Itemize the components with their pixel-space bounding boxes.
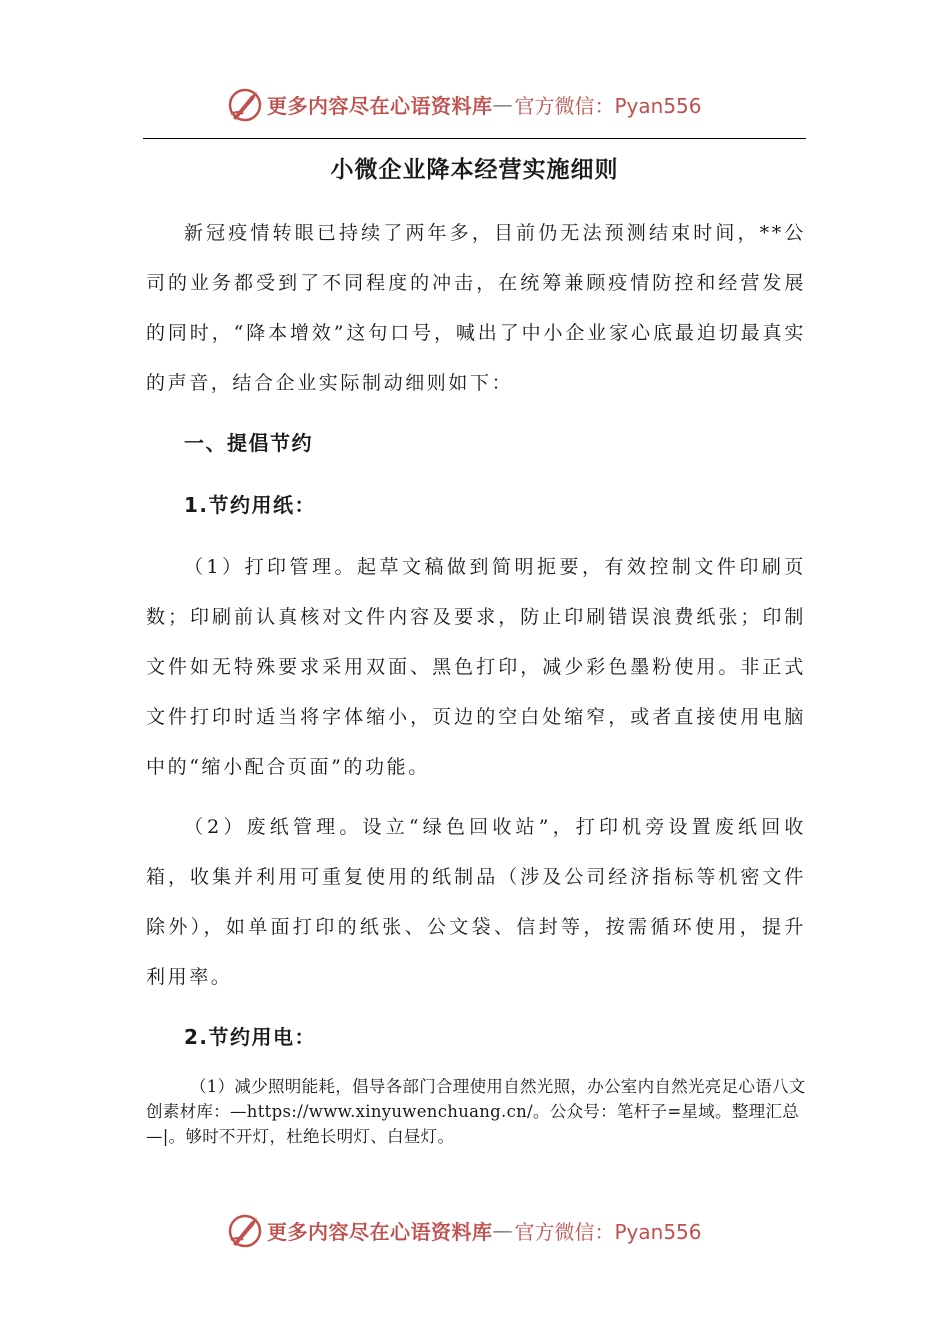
document-title: 小微企业降本经营实施细则 [330,157,619,183]
header-banner [225,82,702,126]
subsection-heading-paper: 1.节约用纸： [184,493,317,517]
subsection-heading-electricity: 2.节约用电： [184,1025,317,1049]
footer-banner [225,1208,702,1252]
footer-separator: — [492,1218,513,1242]
header-divider [143,138,806,139]
banner-separator: — [492,92,513,116]
banner-main-text: 更多内容尽在心语资料库 [267,93,493,118]
banner-contact-text: 官方微信：Pyan556 [514,93,702,118]
pen-nib-logo-icon [225,84,265,124]
section-heading: 一、提倡节约 [184,431,313,455]
paragraph-lighting: （1）减少照明能耗，倡导各部门合理使用自然光照，办公室内自然光亮足心语八文创素材库：—https://www.xinyuwenchuang.cn/。公众号：笔杆子=星域。整理汇总—|。够时不开灯，杜绝长明灯、白昼灯。 [146,1077,806,1146]
paragraph-waste-paper: （2）废纸管理。设立“绿色回收站”，打印机旁设置废纸回收箱，收集并利用可重复使用的纸制品（涉及公司经济指标等机密文件除外），如单面打印的纸张、公文袋、信封等，按需循环使用，提升利用率。 [146,816,806,988]
pen-nib-logo-icon [225,1210,265,1250]
intro-paragraph: 新冠疫情转眼已持续了两年多，目前仍无法预测结束时间，**公司的业务都受到了不同程度的冲击，在统筹兼顾疫情防控和经营发展的同时，“降本增效”这句口号，喊出了中小企业家心底最迫切最真实的声音，结合企业实际制动细则如下： [146,222,806,394]
paragraph-print-management: （1）打印管理。起草文稿做到简明扼要，有效控制文件印刷页数；印刷前认真核对文件内容及要求，防止印刷错误浪费纸张；印制文件如无特殊要求采用双面、黑色打印，减少彩色墨粉使用。非正式文件打印时适当将字体缩小，页边的空白处缩窄，或者直接使用电脑中的“缩小配合页面”的功能。 [146,556,806,778]
footer-main-text: 更多内容尽在心语资料库 [267,1219,493,1244]
document-body [146,208,806,1149]
footer-contact-text: 官方微信：Pyan556 [514,1219,702,1244]
